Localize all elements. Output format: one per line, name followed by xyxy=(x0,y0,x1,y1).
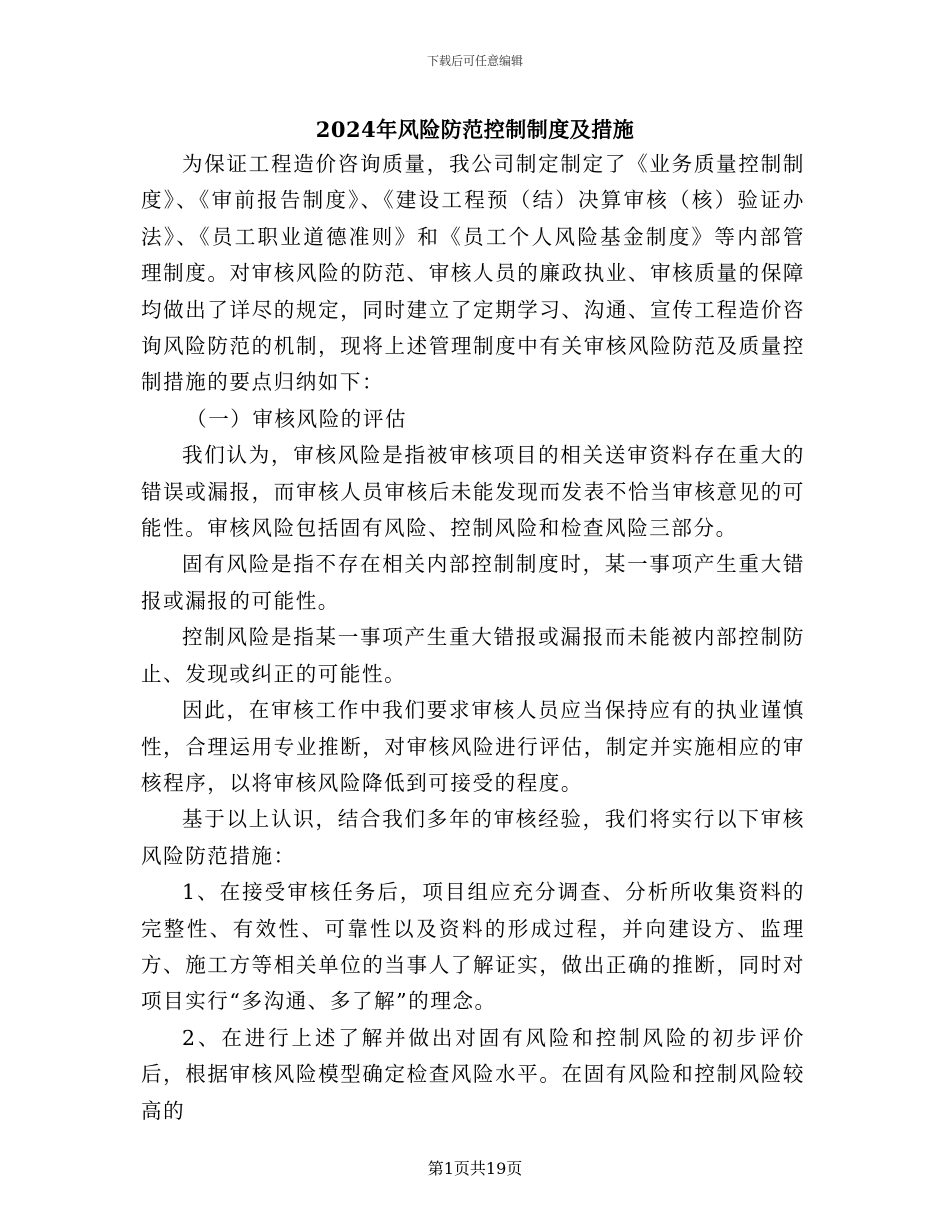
paragraph-inherent-risk: 固有风险是指不存在相关内部控制制度时，某一事项产生重大错报或漏报的可能性。 xyxy=(141,552,805,613)
paragraph-measure-2: 2、在进行上述了解并做出对固有风险和控制风险的初步评价后，根据审核风险模型确定检查风险水平。在固有风险和控制风险较高的 xyxy=(141,1025,805,1123)
paragraph-therefore: 因此，在审核工作中我们要求审核人员应当保持应有的执业谨慎性，合理运用专业推断，对审核风险进行评估，制定并实施相应的审核程序，以将审核风险降低到可接受的程度。 xyxy=(141,698,805,795)
document-body xyxy=(141,146,805,1129)
paragraph-control-risk: 控制风险是指某一事项产生重大错报或漏报而未能被内部控制防止、发现或纠正的可能性。 xyxy=(141,625,805,686)
page-header-note: 下载后可任意编辑 xyxy=(426,54,523,68)
paragraph-audit-risk-definition: 我们认为，审核风险是指被审核项目的相关送审资料存在重大的错误或漏报，而审核人员审核后未能发现而发表不恰当审核意见的可能性。审核风险包括固有风险、控制风险和检查风险三部分。 xyxy=(141,443,805,541)
page-number-footer: 第1页共19页 xyxy=(427,1159,523,1178)
paragraph-intro: 为保证工程造价咨询质量，我公司制定制定了《业务质量控制制度》、《审前报告制度》、《建设工程预（结）决算审核（核）验证办法》、《员工职业道德准则》和《员工个人风险基金制度》等内部管理制度。对审核风险的防范、审核人员的廉政执业、审核质量的保障均做出了详尽的规定，同时建立了定期学习、沟通、宣传工程造价咨询风险防范的机制，现将上述管理制度中有关审核风险防范及质量控制措施的要点归纳如下： xyxy=(141,152,805,395)
paragraph-measures-intro: 基于以上认识，结合我们多年的审核经验，我们将实行以下审核风险防范措施： xyxy=(141,807,805,868)
paragraph-measure-1: 1、在接受审核任务后，项目组应充分调查、分析所收集资料的完整性、有效性、可靠性以及资料的形成过程，并向建设方、监理方、施工方等相关单位的当事人了解证实，做出正确的推断，同时对项目实行“多沟通、多了解”的理念。 xyxy=(141,880,805,1014)
document-title: 2024年风险防范控制制度及措施 xyxy=(315,117,635,142)
section-heading-risk-assessment: （一）审核风险的评估 xyxy=(186,406,408,431)
